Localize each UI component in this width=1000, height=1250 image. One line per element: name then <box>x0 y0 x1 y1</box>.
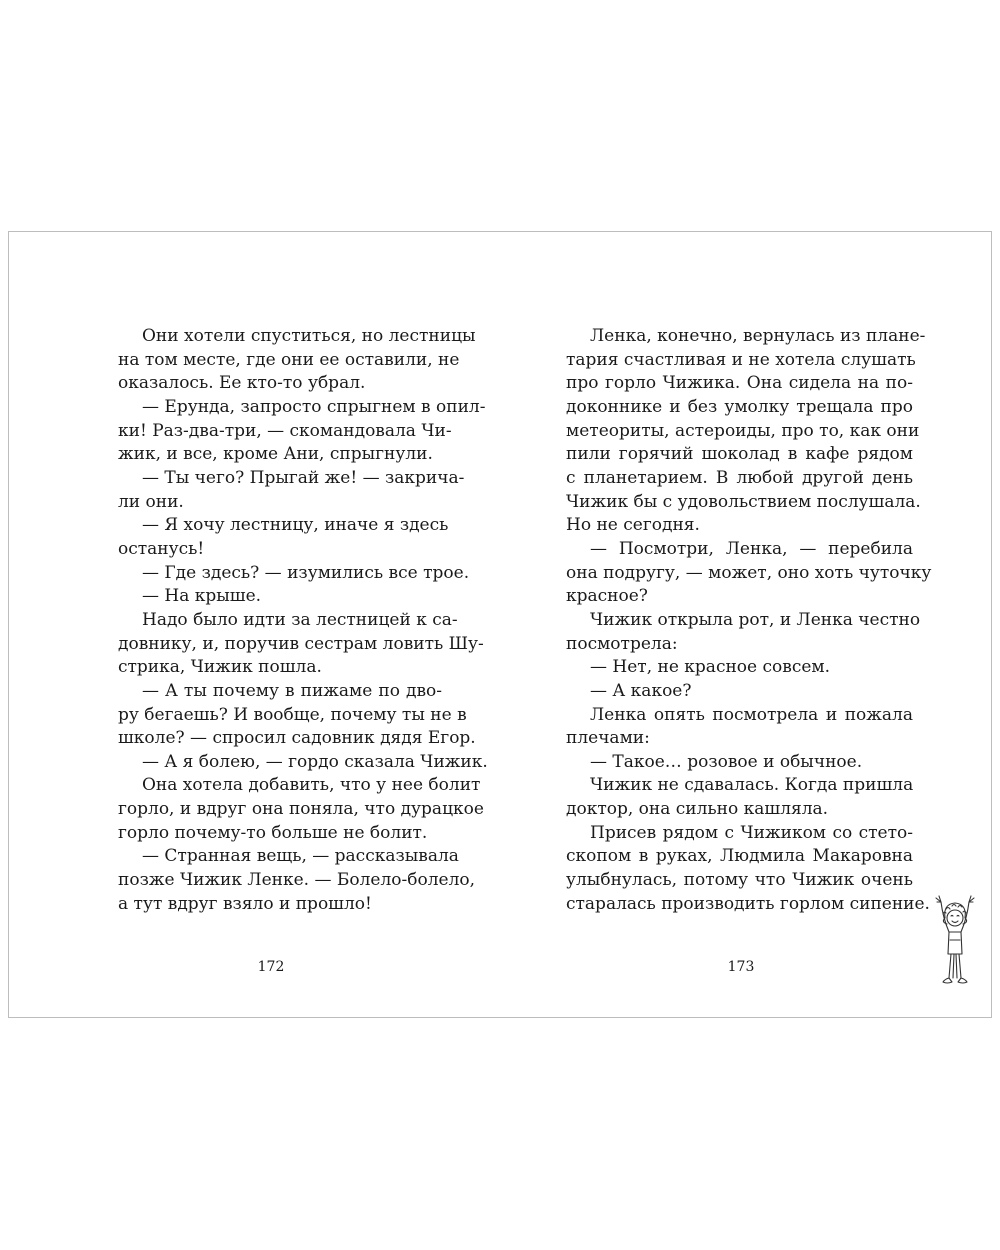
right-page-line: — Посмотри, Ленка, — перебила <box>590 538 913 559</box>
right-page-text <box>566 325 932 916</box>
left-page-line: ли они. <box>118 491 184 512</box>
right-page-line: Чижик не сдавалась. Когда пришла <box>590 775 914 796</box>
left-page-line: позже Чижик Ленке. — Болело-болело, <box>118 870 476 891</box>
book-spread <box>8 231 992 1018</box>
right-page-line: она подругу, — может, оно хоть чуточку <box>566 562 932 583</box>
left-page-line: — Ты чего? Прыгай же! — закрича- <box>142 467 465 488</box>
right-page-line: Ленка, конечно, вернулась из плане- <box>590 326 926 346</box>
left-page-line: Надо было идти за лестницей к са- <box>142 609 458 630</box>
right-page-paragraph <box>566 751 913 775</box>
left-page-paragraph <box>118 845 476 916</box>
right-page-line: пили горячий шоколад в кафе рядом <box>566 444 913 465</box>
right-page-line: плечами: <box>566 728 650 749</box>
left-page-line: — Странная вещь, — рассказывала <box>142 846 459 867</box>
left-page-line: — Ерунда, запросто спрыгнем в опил- <box>142 396 486 417</box>
left-page-paragraph <box>118 562 470 586</box>
right-page-line: Но не сегодня. <box>566 515 700 536</box>
right-page-paragraph <box>566 822 930 917</box>
right-page-paragraph <box>566 656 913 680</box>
right-page-line: улыбнулась, потому что Чижик очень <box>566 870 913 891</box>
left-page-line: стрика, Чижик пошла. <box>118 657 322 678</box>
right-page-line: метеориты, астероиды, про то, как они <box>566 420 920 441</box>
page-number-right: 173 <box>727 959 755 975</box>
left-page-paragraph <box>118 467 465 514</box>
left-page-line: Она хотела добавить, что у нее болит <box>142 775 481 796</box>
left-page-line: ру бегаешь? И вообще, почему ты не в <box>118 704 467 725</box>
right-page-paragraph <box>566 680 913 704</box>
right-page-line: старалась производить горлом сипение. <box>566 893 930 914</box>
right-page-line: Чижик бы с удовольствием послушала. <box>566 491 921 512</box>
right-page-line: с планетарием. В любой другой день <box>566 467 913 488</box>
right-page-line: посмотрела: <box>566 633 678 654</box>
right-page-line: — Нет, не красное совсем. <box>590 657 831 678</box>
right-page-paragraph <box>566 325 926 538</box>
left-page-line: — А я болею, — гордо сказала Чижик. <box>142 751 488 772</box>
left-page-line: — Где здесь? — изумились все трое. <box>142 562 470 583</box>
right-page-line: Ленка опять посмотрела и пожала <box>590 704 913 725</box>
left-page-line: жик, и все, кроме Ани, спрыгнули. <box>118 444 433 465</box>
left-page-line: Они хотели спуститься, но лестницы <box>142 326 476 346</box>
right-page-line: скопом в руках, Людмила Макаровна <box>566 846 913 867</box>
left-page-line: ки! Раз-два-три, — скомандовала Чи- <box>118 420 452 441</box>
right-page-line: доконнике и без умолку трещала про <box>566 396 913 417</box>
left-page-line: на том месте, где они ее оставили, не <box>118 349 460 370</box>
left-page-line: горло почему-то больше не болит. <box>118 822 428 843</box>
right-page-paragraph <box>566 774 913 821</box>
left-page-text <box>118 325 488 916</box>
right-page-paragraph <box>566 609 921 656</box>
right-page-line: — А какое? <box>590 680 692 701</box>
left-page-line: — Я хочу лестницу, иначе я здесь <box>142 515 449 536</box>
right-page-line: про горло Чижика. Она сидела на по- <box>566 373 913 394</box>
left-page-paragraph <box>118 609 484 680</box>
right-page-line: тария счастливая и не хотела слушать <box>566 349 916 370</box>
right-page-line: красное? <box>566 586 648 607</box>
girl-waving-icon <box>919 892 991 992</box>
left-page-paragraph <box>118 514 449 561</box>
left-page-line: довнику, и, поручив сестрам ловить Шу- <box>118 633 484 654</box>
page-number-left: 172 <box>257 959 285 975</box>
left-page-line: оказалось. Ее кто-то убрал. <box>118 373 366 394</box>
left-page-paragraph <box>118 585 442 609</box>
left-page-line: горло, и вдруг она поняла, что дурацкое <box>118 799 484 820</box>
right-page-paragraph <box>566 704 913 751</box>
right-page-line: Чижик открыла рот, и Ленка честно <box>590 609 921 630</box>
left-page-line: останусь! <box>118 538 205 559</box>
left-page-paragraph <box>118 751 488 775</box>
left-page-line: а тут вдруг взяло и прошло! <box>118 893 372 914</box>
left-page-line: — А ты почему в пижаме по дво- <box>142 680 442 701</box>
left-page-paragraph <box>118 774 484 845</box>
right-page-line: доктор, она сильно кашляла. <box>566 799 829 820</box>
left-page-line: — На крыше. <box>142 586 262 607</box>
left-page-paragraph <box>118 680 476 751</box>
right-page-line: Присев рядом с Чижиком со стето- <box>590 822 913 843</box>
left-page-line: школе? — спросил садовник дядя Егор. <box>118 728 476 749</box>
left-page-paragraph <box>118 396 486 467</box>
left-page-paragraph <box>118 325 476 396</box>
right-page-line: — Такое… розовое и обычное. <box>590 751 863 772</box>
right-page-paragraph <box>566 538 932 609</box>
